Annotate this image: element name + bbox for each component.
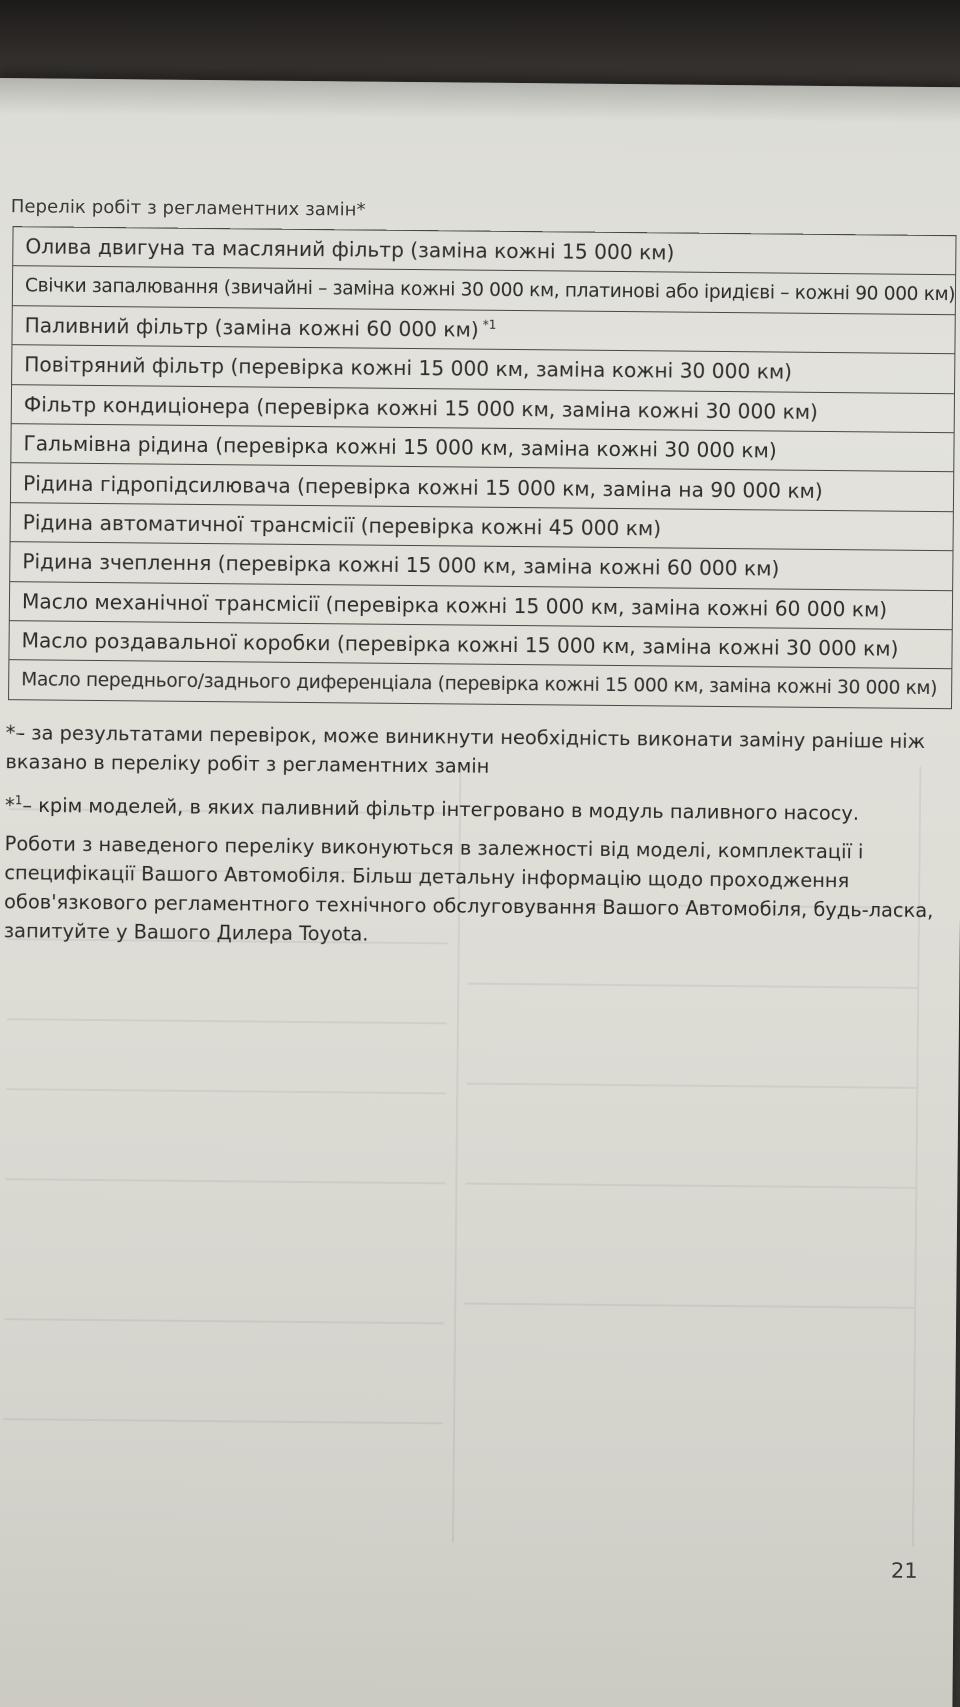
table-cell: Повітряний фільтр (перевірка кожні 15 000 км, заміна кожні 30 000 км) [12,345,956,393]
table-cell-text: Паливний фільтр (заміна кожні 60 000 км) [24,313,479,342]
table-cell: Рідина зчеплення (перевірка кожні 15 000 км, заміна кожні 60 000 км) [10,542,954,590]
table-cell: Рідина гідропідсилювача (перевірка кожні 15 000 км, заміна на 90 000 км) [10,463,954,511]
document-page [0,78,960,1707]
table-cell: Масло механічної трансмісії (перевірка кожні 15 000 км, заміна кожні 60 000 км) [9,581,953,629]
table-cell: Рідина автоматичної трансмісії (перевірка кожні 45 000 км) [10,502,954,550]
footnote-marker: * [4,793,15,817]
maintenance-schedule-table [8,226,957,709]
table-cell: Олива двигуна та масляний фільтр (заміна кожні 15 000 км) [13,227,957,275]
table-cell: Фільтр кондиціонера (перевірка кожні 15 000 км, заміна кожні 30 000 км) [11,384,955,432]
table-cell: Масло роздавальної коробки (перевірка кожні 15 000 км, заміна кожні 30 000 км) [9,621,953,669]
footnote-marker: *1 [482,317,497,333]
body-paragraph: Роботи з наведеного переліку виконуються в залежності від моделі, комплектації і специфікації Вашого Автомобіля. Більш детальну інформацію щодо проходження обов'язкового регламентного технічного обслуговування Вашого Автомобіля, будь-ласка, запитуйте у Вашого Дилера Toyota. [3,832,934,947]
page-number: 21 [890,1558,918,1583]
table-row [9,660,953,708]
table-cell: Свічки запалювання (звичайні – заміна кожні 30 000 км, платинові або іридієві – кожні 90 000 км) [12,266,956,314]
footnote-marker: * [5,721,16,745]
footnote-text: – крім моделей, в яких паливний фільтр інтегровано в модуль паливного насосу. [22,793,860,825]
table-cell: Гальмівна рідина (перевірка кожні 15 000 км, заміна кожні 30 000 км) [11,424,955,472]
footnote-marker-superscript: 1 [14,793,23,808]
table-cell: Масло переднього/заднього диференціала (перевірка кожні 15 000 км, заміна кожні 30 000 км) [9,660,953,708]
page-top-shadow [0,78,960,123]
footnote-text: – за результатами перевірок, може виникнути необхідність виконати заміну раніше ніж вказано в переліку робіт з регламентних замін [5,721,926,778]
footnote-star [5,718,936,785]
footnotes [4,718,936,954]
section-title: Перелік робіт з регламентних замін* [10,196,366,221]
